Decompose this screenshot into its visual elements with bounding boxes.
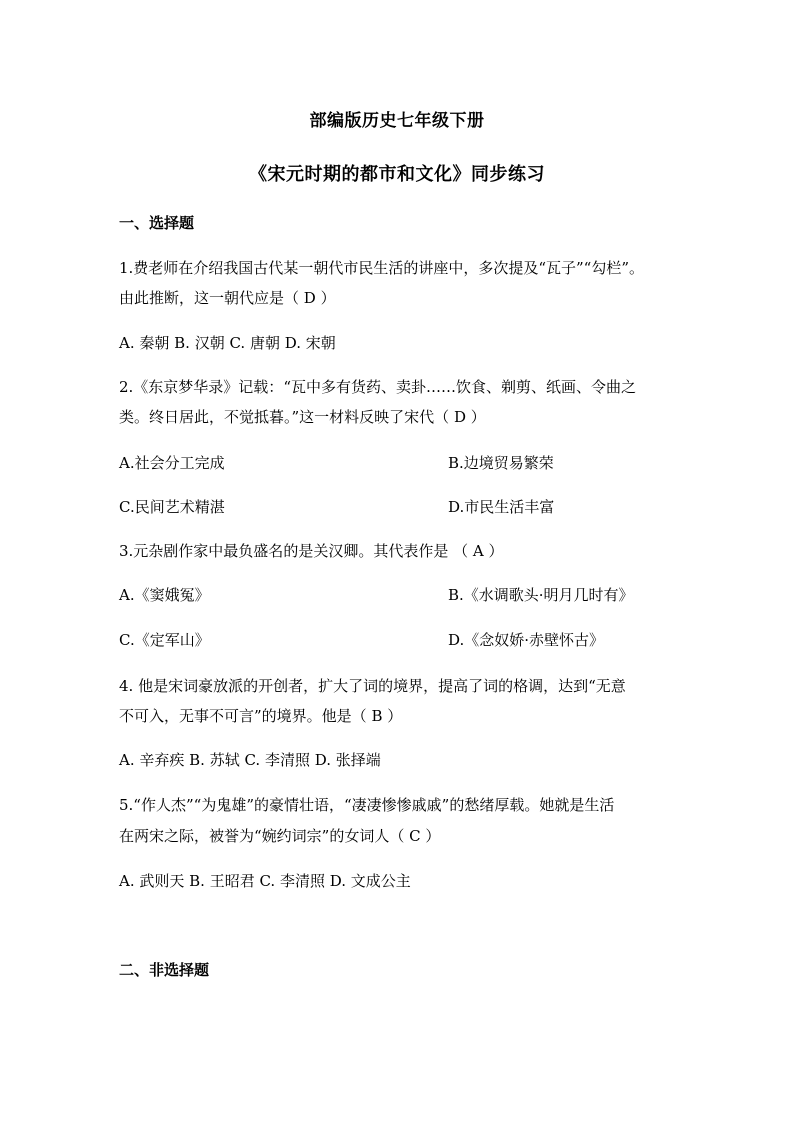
section-heading-choice: 一、选择题 — [119, 214, 195, 232]
question-2-option-c: C.民间艺术精湛 — [119, 498, 225, 516]
question-5-options: A. 武则天 B. 王昭君 C. 李清照 D. 文成公主 — [119, 872, 411, 890]
question-2-option-d: D.市民生活丰富 — [448, 498, 555, 516]
question-4-options: A. 辛弃疾 B. 苏轼 C. 李清照 D. 张择端 — [119, 751, 381, 769]
question-3-option-d: D.《念奴娇·赤壁怀古》 — [448, 631, 605, 649]
question-2-option-b: B.边境贸易繁荣 — [448, 454, 554, 472]
question-1-line-1: 1.费老师在介绍我国古代某一朝代市民生活的讲座中，多次提及“瓦子”“勾栏”。 — [119, 259, 644, 277]
question-5-line-2: 在两宋之际，被誉为“婉约词宗”的女词人（ C ） — [119, 827, 441, 845]
question-3-option-c: C.《定军山》 — [119, 631, 210, 649]
document-title: 《宋元时期的都市和文化》同步练习 — [249, 164, 545, 185]
question-4-line-2: 不可入，无事不可言”的境界。他是（ B ） — [119, 707, 403, 725]
question-1-line-2: 由此推断，这一朝代应是（ D ） — [119, 289, 336, 307]
question-1-options: A. 秦朝 B. 汉朝 C. 唐朝 D. 宋朝 — [119, 334, 336, 352]
question-4-line-1: 4. 他是宋词豪放派的开创者，扩大了词的境界，提高了词的格调，达到“无意 — [119, 677, 626, 695]
question-5-line-1: 5.“作人杰”“为鬼雄”的豪情壮语，“凄凄惨惨戚戚”的愁绪厚载。她就是生活 — [119, 796, 615, 814]
question-3-line-1: 3.元杂剧作家中最负盛名的是关汉卿。其代表作是 （ A ） — [119, 542, 504, 560]
question-3-option-a: A.《窦娥冤》 — [119, 586, 210, 604]
section-heading-nonchoice: 二、非选择题 — [119, 961, 210, 979]
question-2-option-a: A.社会分工完成 — [119, 454, 225, 472]
document-subtitle: 部编版历史七年级下册 — [309, 111, 485, 131]
question-2-line-1: 2.《东京梦华录》记载：“瓦中多有货药、卖卦……饮食、剃剪、纸画、令曲之 — [119, 378, 636, 396]
question-2-line-2: 类。终日居此，不觉抵暮。”这一材料反映了宋代（ D ） — [119, 408, 486, 426]
question-3-option-b: B.《水调歌头·明月几时有》 — [448, 586, 634, 604]
